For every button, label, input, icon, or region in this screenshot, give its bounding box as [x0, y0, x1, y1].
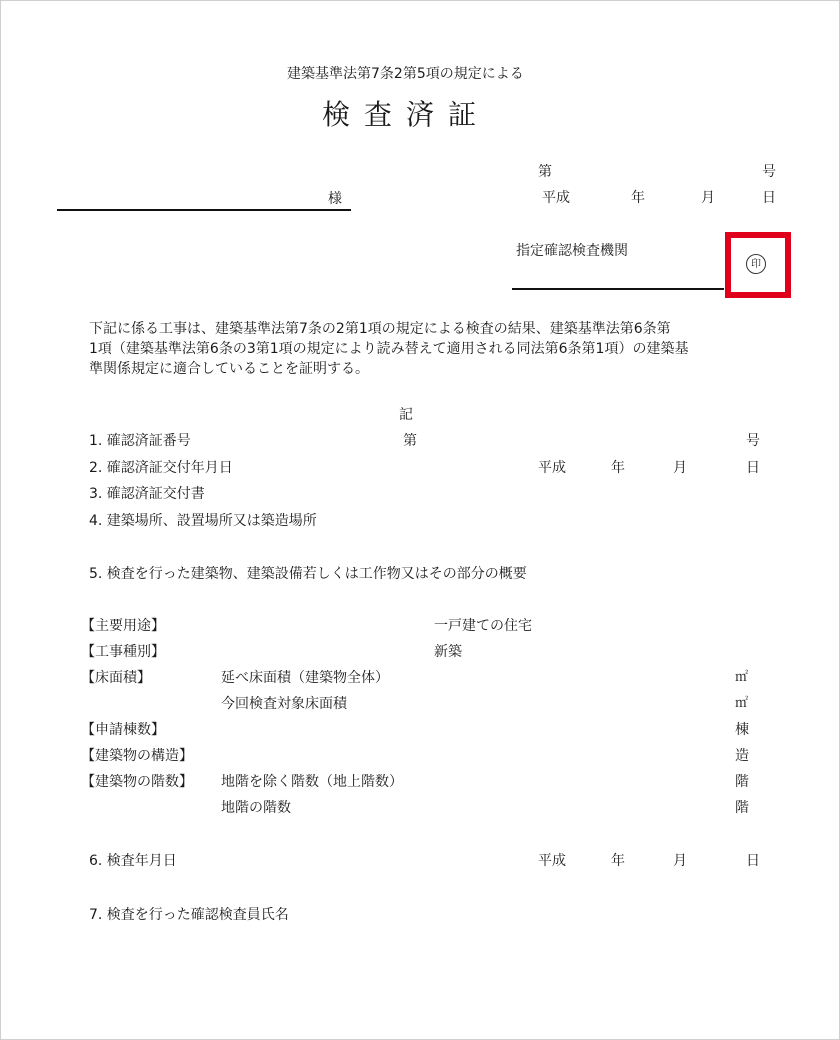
item-2-month: 月	[673, 460, 687, 476]
item-6-year: 年	[611, 853, 625, 869]
floors-below-label: 地階の階数	[221, 800, 291, 816]
item-1-go: 号	[746, 433, 760, 449]
item-5-label: 5. 検査を行った建築物、建築設備若しくは工作物又はその部分の概要	[89, 566, 527, 582]
structure-unit: 造	[735, 748, 749, 764]
floors-above-unit: 階	[735, 774, 749, 790]
item-6-day: 日	[746, 853, 760, 869]
intro-line: 準関係規定に適合していることを証明する。	[89, 361, 369, 377]
date-day: 日	[762, 190, 776, 206]
item-2-era: 平成	[538, 460, 566, 476]
item-4-label: 4. 建築場所、設置場所又は築造場所	[89, 513, 317, 529]
work-label: 【工事種別】	[81, 644, 165, 660]
date-era: 平成	[542, 190, 570, 206]
floors-label: 【建築物の階数】	[81, 774, 193, 790]
item-6-era: 平成	[538, 853, 566, 869]
floors-below-unit: 階	[735, 800, 749, 816]
use-value: 一戸建ての住宅	[434, 618, 532, 634]
intro-paragraph	[89, 319, 754, 379]
agency-line	[512, 288, 724, 290]
page-title: 検査済証	[322, 98, 491, 131]
number-dai: 第	[538, 164, 552, 180]
item-2-day: 日	[746, 460, 760, 476]
item-7-label: 7. 検査を行った確認検査員氏名	[89, 907, 289, 923]
count-unit: 棟	[735, 722, 749, 738]
item-6-month: 月	[673, 853, 687, 869]
agency-label: 指定確認検査機関	[516, 243, 628, 259]
ki-heading: 記	[399, 407, 413, 423]
seal-highlight-box	[725, 232, 791, 298]
structure-label: 【建築物の構造】	[81, 748, 193, 764]
recipient-line	[57, 209, 351, 211]
date-month: 月	[701, 190, 715, 206]
item-2-year: 年	[611, 460, 625, 476]
number-go: 号	[762, 164, 776, 180]
floors-above-label: 地階を除く階数（地上階数）	[221, 774, 403, 790]
area-label: 【床面積】	[81, 670, 151, 686]
count-label: 【申請棟数】	[81, 722, 165, 738]
area-this-label: 今回検査対象床面積	[221, 696, 347, 712]
intro-line: 1項（建築基準法第6条の3第1項の規定により読み替えて適用される同法第6条第1項）の建築基	[89, 341, 689, 357]
area-this-unit: ㎡	[735, 696, 749, 711]
area-total-label: 延べ床面積（建築物全体）	[221, 670, 389, 686]
subtitle: 建築基準法第7条2第5項の規定による	[287, 66, 524, 82]
date-year: 年	[631, 190, 645, 206]
item-3-label: 3. 確認済証交付書	[89, 486, 205, 502]
area-total-unit: ㎡	[735, 670, 749, 685]
item-1-label: 1. 確認済証番号	[89, 433, 191, 449]
seal-icon: 印	[746, 254, 766, 274]
work-value: 新築	[434, 644, 462, 660]
intro-line: 下記に係る工事は、建築基準法第7条の2第1項の規定による検査の結果、建築基準法第6条第	[89, 321, 671, 337]
item-2-label: 2. 確認済証交付年月日	[89, 460, 233, 476]
item-1-dai: 第	[403, 433, 417, 449]
recipient-sama: 様	[328, 191, 342, 207]
item-6-label: 6. 検査年月日	[89, 853, 177, 869]
use-label: 【主要用途】	[81, 618, 165, 634]
